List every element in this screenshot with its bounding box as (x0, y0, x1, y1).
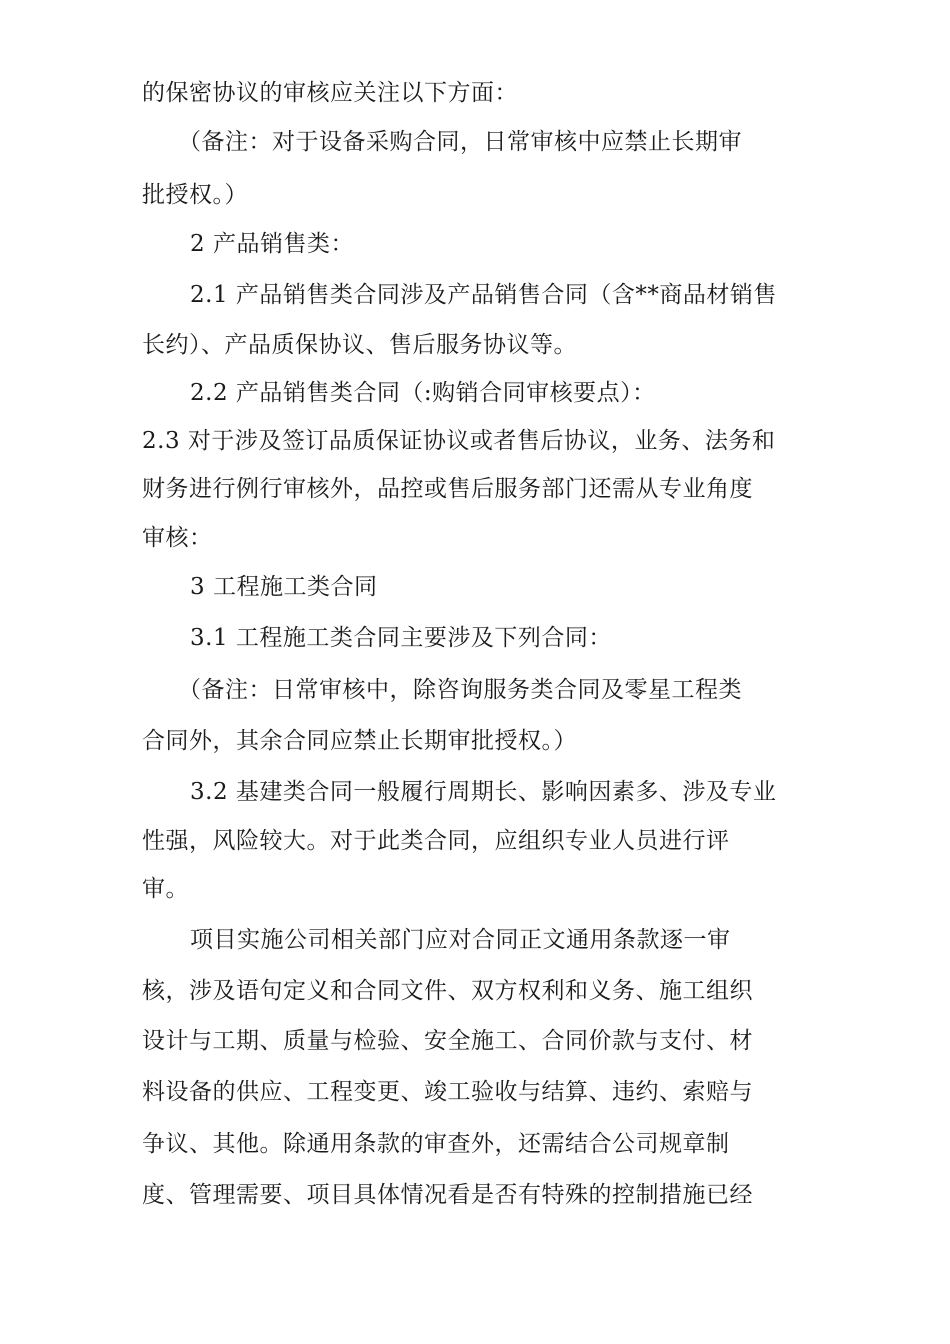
text-line: 财务进行例行审核外，品控或售后服务部门还需从专业角度 (142, 476, 753, 502)
text-line: 料设备的供应、工程变更、竣工验收与结算、违约、索赔与 (142, 1079, 753, 1105)
text-line: 3.2 基建类合同一般履行周期长、影响因素多、涉及专业 (190, 779, 777, 805)
text-line: 的保密协议的审核应关注以下方面： (142, 80, 518, 106)
section-heading: 2 产品销售类： (190, 231, 354, 257)
text-line: 审核： (142, 525, 213, 551)
text-line: 核，涉及语句定义和合同文件、双方权利和义务、施工组织 (142, 978, 753, 1004)
text-line: 设计与工期、质量与检验、安全施工、合同价款与支付、材 (142, 1028, 753, 1054)
section-heading: 3 工程施工类合同 (190, 574, 378, 600)
text-line: 度、管理需要、项目具体情况看是否有特殊的控制措施已经 (142, 1182, 753, 1208)
text-line: 合同外，其余合同应禁止长期审批授权。） (142, 728, 577, 754)
text-line: 3.1 工程施工类合同主要涉及下列合同： (190, 625, 612, 651)
text-line: 争议、其他。除通用条款的审查外，还需结合公司规章制 (142, 1131, 730, 1157)
text-line: （备注：日常审核中，除咨询服务类合同及零星工程类 (178, 677, 742, 703)
text-line: 批授权。） (142, 182, 248, 208)
text-line: 2.1 产品销售类合同涉及产品销售合同（含**商品材销售 (190, 282, 777, 308)
text-line: 2.3 对于涉及签订品质保证协议或者售后协议，业务、法务和 (142, 428, 776, 454)
text-line: 审。 (142, 876, 189, 902)
text-line: 2.2 产品销售类合同（:购销合同审核要点）： (190, 380, 656, 406)
text-line: 性强，风险较大。对于此类合同，应组织专业人员进行评 (142, 828, 730, 854)
text-line: 项目实施公司相关部门应对合同正文通用条款逐一审 (190, 927, 731, 953)
text-line: （备注：对于设备采购合同，日常审核中应禁止长期审 (178, 129, 742, 155)
text-line: 长约）、产品质保协议、售后服务协议等。 (142, 332, 577, 358)
